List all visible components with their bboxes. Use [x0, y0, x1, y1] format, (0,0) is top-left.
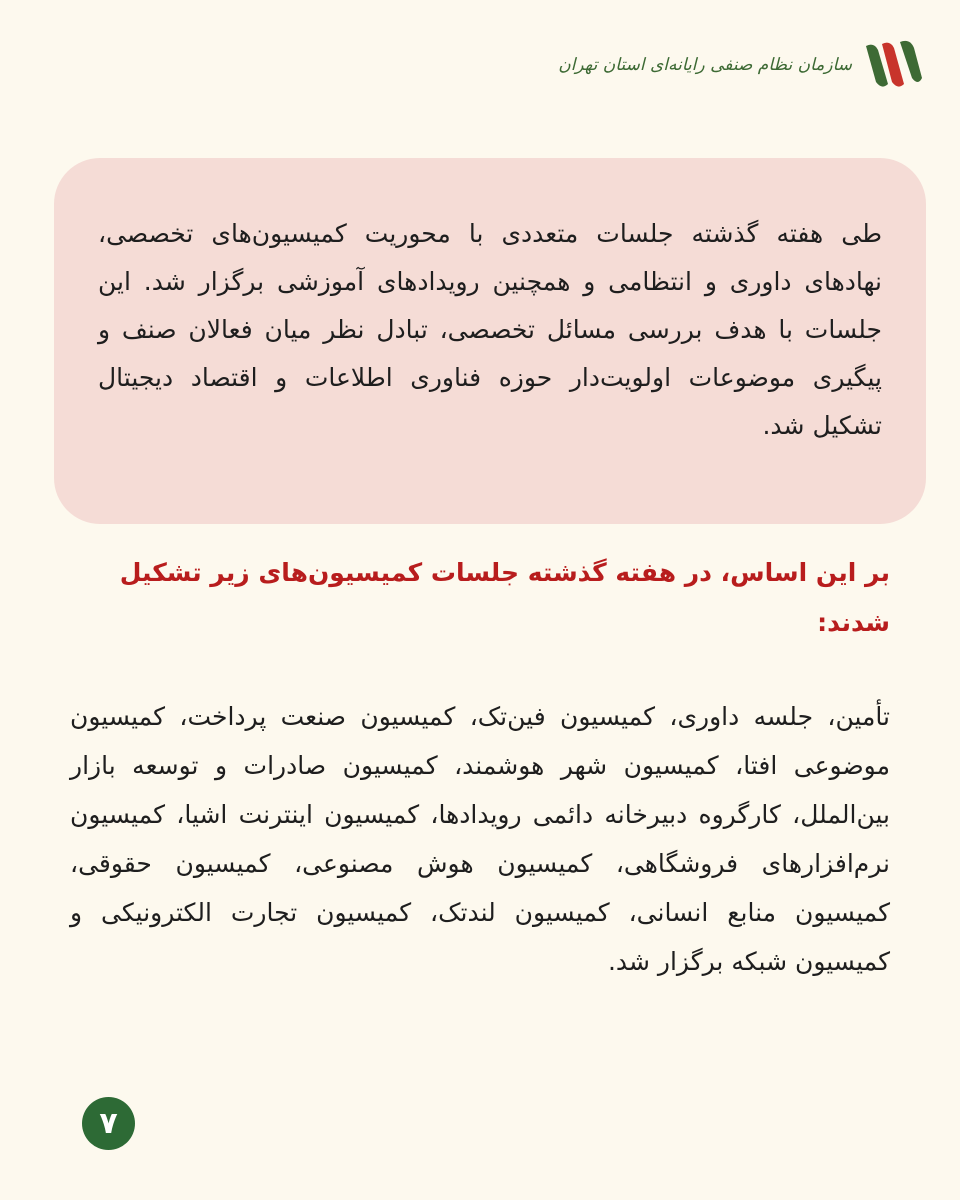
highlight-heading: بر این اساس، در هفته گذشته جلسات کمیسیون‌های زیر تشکیل شدند: [119, 558, 890, 637]
org-name: سازمان نظام صنفی رایانه‌ای استان تهران [558, 55, 852, 75]
intro-box [54, 158, 926, 524]
page-number-badge: ۷ [82, 1097, 135, 1150]
header-brand [558, 38, 924, 92]
commissions-paragraph: تأمین، جلسه داوری، کمیسیون فین‌تک، کمیسیون صنعت پرداخت، کمیسیون موضوعی افتا، کمیسیون شهر هوشمند، کمیسیون صادرات و توسعه بازار بین‌الملل، کارگروه دبیرخانه دائمی رویدادها، کمیسیون اینترنت اشیا، کمیسیون نرم‌افزارهای فروشگاهی، کمیسیون هوش مصنوعی، کمیسیون حقوقی، کمیسیون منابع انسانی، کمیسیون لندتک، کمیسیون تجارت الکترونیکی و کمیسیون شبکه برگزار شد. [70, 702, 890, 976]
org-logo-icon [864, 38, 924, 92]
intro-paragraph: طی هفته گذشته جلسات متعددی با محوریت کمیسیون‌های تخصصی، نهادهای داوری و انتظامی و همچنین رویدادهای آموزشی برگزار شد. این جلسات با هدف بررسی مسائل تخصصی، تبادل نظر میان فعالان صنف و پیگیری موضوعات اولویت‌دار حوزه فناوری اطلاعات و اقتصاد دیجیتال تشکیل شد. [98, 219, 882, 440]
